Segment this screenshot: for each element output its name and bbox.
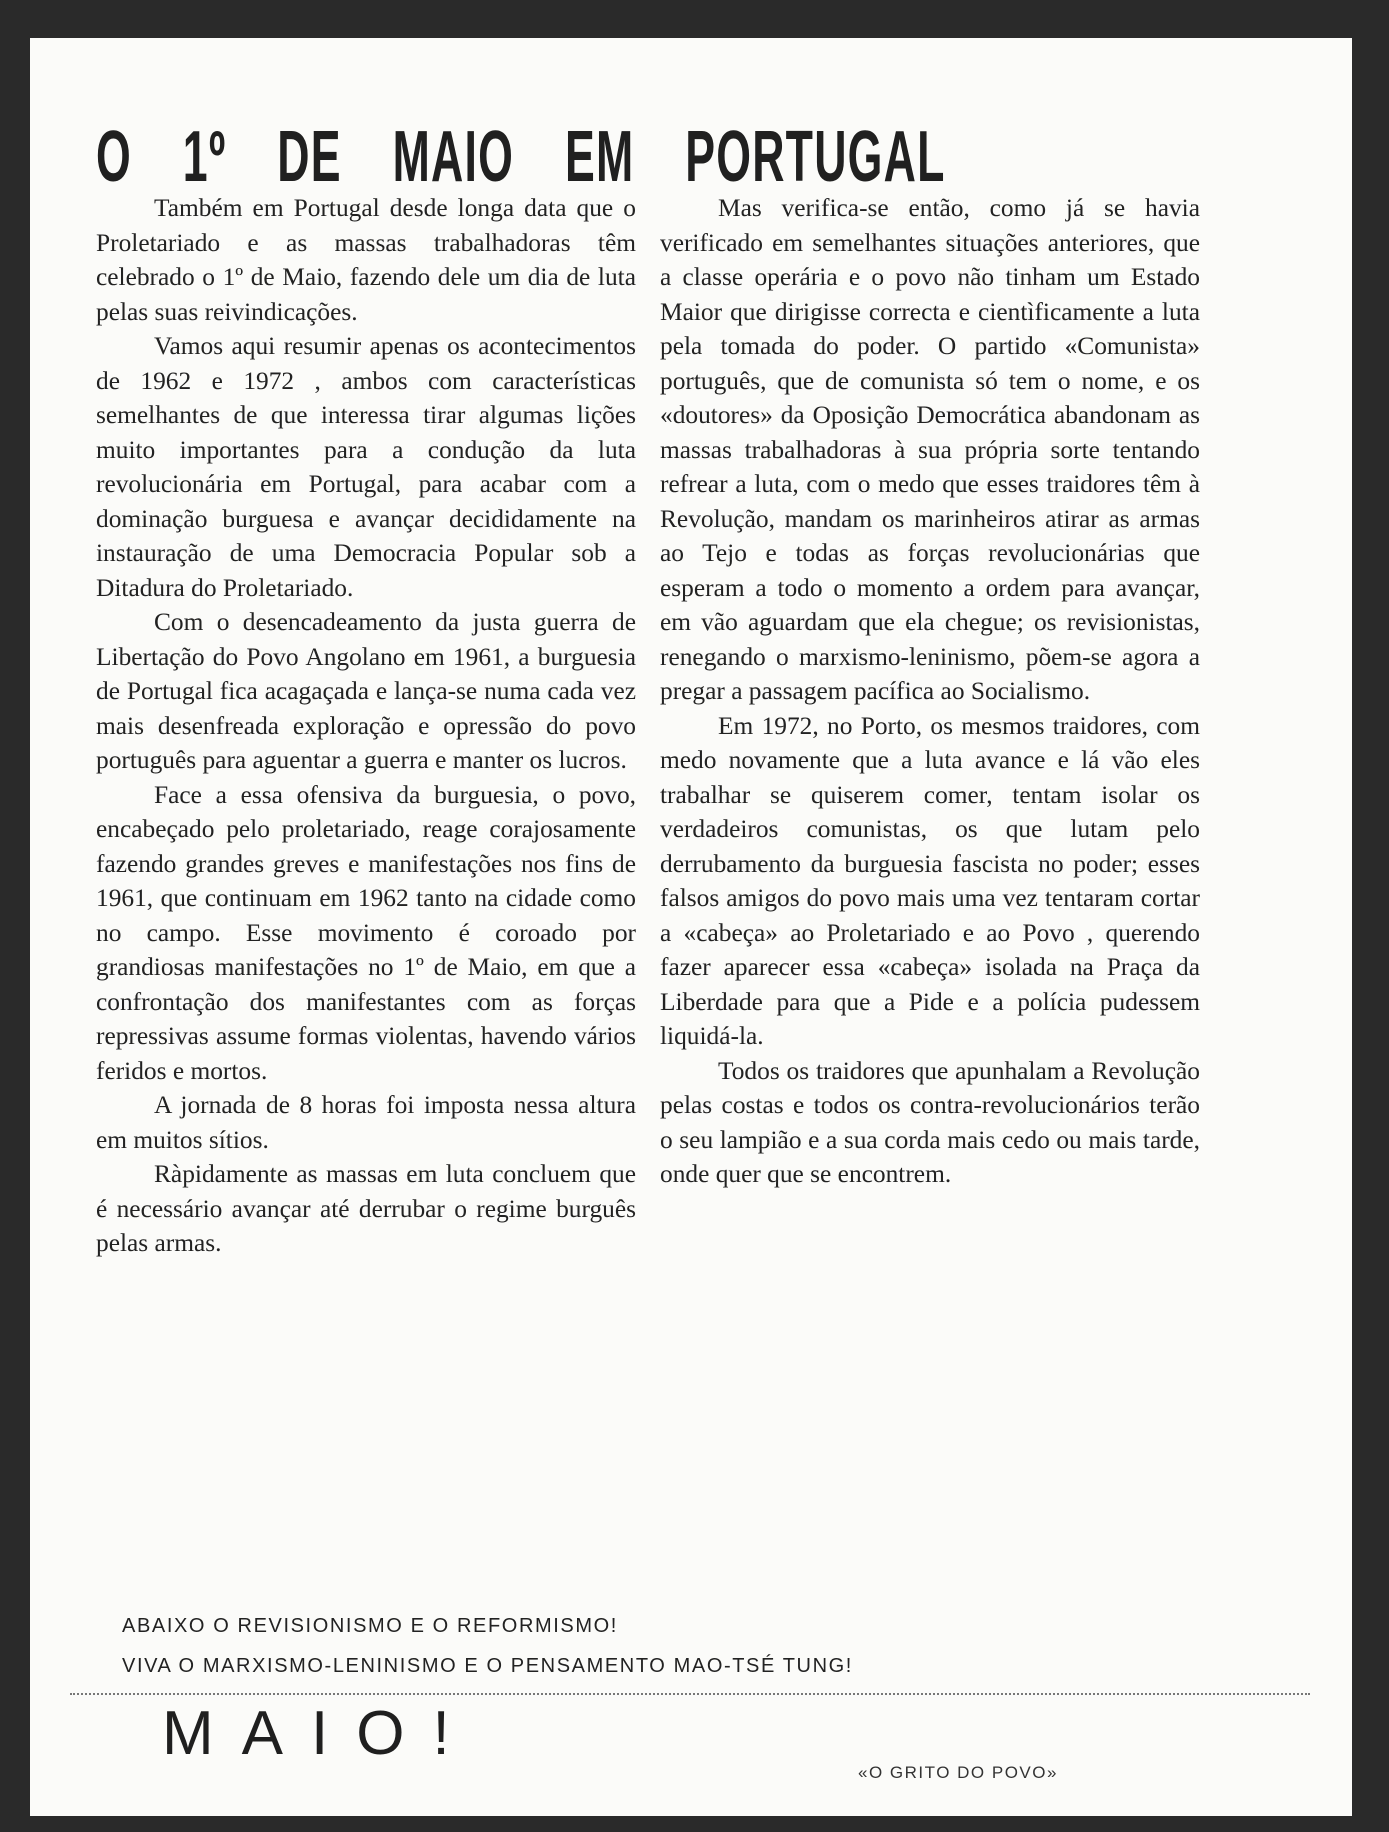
paragraph: Em 1972, no Porto, os mesmos traidores, com medo novamente que a luta avance e lá vão eles trabalhar se quiserem comer, tentam isolar os verdadeiros comunistas, os que lutam pelo derrubamento da burguesia fascista no poder; esses falsos amigos do povo mais uma vez tentaram cortar a «cabeça» ao Proletariado e ao Povo , querendo fazer aparecer essa «cabeça» isolada na Praça da Liberdade para que a Pide e a polícia pudessem liquidá-la. xyxy=(660,711,1200,1050)
slogans xyxy=(122,1606,1272,1686)
paragraph: Também em Portugal desde longa data que o Proletariado e as massas trabalhadoras têm celebrado o 1º de Maio, fazendo dele um dia de luta pelas suas reivindicações. xyxy=(96,194,636,326)
divider xyxy=(70,1693,1310,1695)
right-column xyxy=(660,191,1200,1192)
slogan: VIVA O MARXISMO-LENINISMO E O PENSAMENTO MAO-TSÉ TUNG! xyxy=(122,1655,853,1677)
paragraph: Face a essa ofensiva da burguesia, o povo, encabeçado pelo proletariado, reage corajosamente fazendo grandes greves e manifestações nos fins de 1961, que continuam em 1962 tanto na cidade como no campo. Esse movimento é coroado por grandiosas manifestações no 1º de Maio, em que a confrontação dos manifestantes com as forças repressivas assume formas violentas, havendo vários feridos e mortos. xyxy=(96,780,636,1085)
maio-heading: MAIO! xyxy=(162,1699,478,1768)
slogan: ABAIXO O REVISIONISMO E O REFORMISMO! xyxy=(122,1615,618,1637)
left-column xyxy=(96,191,636,1261)
paragraph: Ràpidamente as massas em luta concluem que é necessário avançar até derrubar o regime burguês pelas armas. xyxy=(96,1160,636,1257)
paragraph: Todos os traidores que apunhalam a Revolução pelas costas e todos os contra-revolucionários terão o seu lampião e a sua corda mais cedo ou mais tarde, onde quer que se encontrem. xyxy=(660,1056,1200,1188)
paragraph: Com o desencadeamento da justa guerra de Libertação do Povo Angolano em 1961, a burguesia de Portugal fica acagaçada e lança-se numa cada vez mais desenfreada exploração e opressão do povo português para aguentar a guerra e manter os lucros. xyxy=(96,608,636,774)
document-page xyxy=(30,38,1352,1816)
paragraph: Mas verifica-se então, como já se havia verificado em semelhantes situações anteriores, que a classe operária e o povo não tinham um Estado Maior que dirigisse correcta e cientìficamente a luta pela tomada do poder. O partido «Comunista» português, que de comunista só tem o nome, e os «doutores» da Oposição Democrática abandonam as massas trabalhadoras à sua própria sorte tentando refrear a luta, com o medo que esses traidores têm à Revolução, mandam os marinheiros atirar as armas ao Tejo e todas as forças revolucionárias que esperam a todo o momento a ordem para avançar, em vão aguardam que ela chegue; os revisionistas, renegando o marxismo-leninismo, põem-se agora a pregar a passagem pacífica ao Socialismo. xyxy=(660,194,1200,705)
source-credit: «O GRITO DO POVO» xyxy=(858,1763,1058,1782)
paragraph: A jornada de 8 horas foi imposta nessa altura em muitos sítios. xyxy=(96,1091,636,1154)
paragraph: Vamos aqui resumir apenas os acontecimentos de 1962 e 1972 , ambos com características semelhantes de que interessa tirar algumas lições muito importantes para a condução da luta revolucionária em Portugal, para acabar com a dominação burguesa e avançar decididamente na instauração de uma Democracia Popular sob a Ditadura do Proletariado. xyxy=(96,332,636,602)
page-title: O 1º DE MAIO EM PORTUGAL xyxy=(96,117,946,197)
